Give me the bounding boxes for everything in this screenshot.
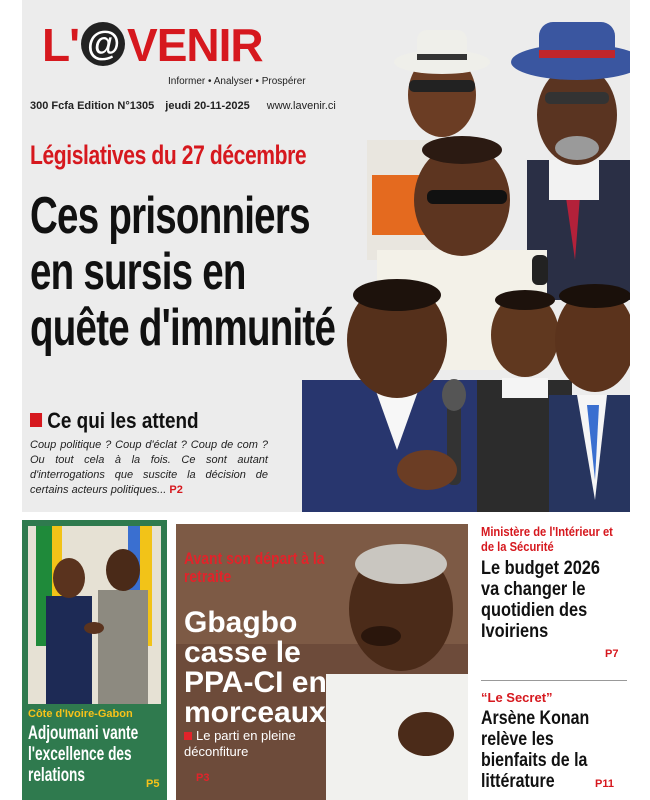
- front-page: [22, 0, 630, 800]
- logo-text-left: L': [42, 19, 80, 71]
- red-square-icon: [30, 413, 42, 427]
- logo[interactable]: [42, 19, 263, 71]
- issue-date: jeudi 20-11-2025: [165, 100, 250, 112]
- handshake-photo: [28, 526, 161, 704]
- lead-subhead: [30, 408, 199, 434]
- budget-headline[interactable]: Le budget 2026 va changer le quotidien des Ivoiriens: [481, 558, 600, 642]
- gbagbo-headline: Gbagbo casse le PPA-CI en morceaux: [184, 606, 327, 729]
- divider: [481, 680, 627, 681]
- lead-body: [30, 438, 268, 498]
- at-icon: @: [81, 22, 125, 66]
- red-square-icon: [184, 732, 192, 740]
- gbagbo-page-ref[interactable]: P3: [196, 772, 210, 784]
- lead-subhead-text: Ce qui les attend: [47, 408, 199, 433]
- secret-kicker: “Le Secret”: [481, 690, 553, 705]
- lead-section: [22, 0, 630, 512]
- gbagbo-subhead: [184, 728, 334, 760]
- lead-body-text: Coup politique ? Coup d'éclat ? Coup de com ? Ou tout cela à la fois. Ce sont autant d'interrogations que suscite la décision de certains acteurs politiques...: [30, 439, 268, 496]
- website-link[interactable]: www.lavenir.ci: [266, 100, 336, 112]
- person-young: [549, 284, 630, 512]
- story-gbagbo[interactable]: [176, 524, 468, 800]
- gabon-page-ref[interactable]: P5: [146, 778, 160, 790]
- story-gabon[interactable]: [22, 520, 167, 800]
- budget-page-ref[interactable]: P7: [605, 648, 619, 660]
- price-edition: 300 Fcfa Edition N°1305: [30, 100, 155, 112]
- lead-kicker: Législatives du 27 décembre: [30, 140, 307, 170]
- gbagbo-subhead-text: Le parti en pleine déconfiture: [184, 728, 296, 759]
- budget-kicker: Ministère de l'Intérieur et de la Sécurité: [481, 524, 613, 554]
- secret-page-ref[interactable]: P11: [595, 778, 614, 790]
- gabon-kicker: Côte d'Ivoire-Gabon: [28, 708, 133, 720]
- tagline: Informer • Analyser • Prospérer: [168, 76, 306, 87]
- lead-page-ref[interactable]: P2: [169, 484, 183, 496]
- lead-headline[interactable]: Ces prisonniers en sursis en quête d'immunité: [30, 187, 336, 357]
- politicians-photo-collage: [277, 0, 630, 512]
- logo-text-right: VENIR: [127, 19, 263, 71]
- gbagbo-kicker: Avant son départ à la retraite: [184, 549, 325, 586]
- side-column: [477, 520, 630, 800]
- gabon-headline: Adjoumani vante l'excellence des relations: [28, 723, 139, 786]
- secret-headline[interactable]: Arsène Konan relève les bienfaits de la littérature: [481, 708, 590, 792]
